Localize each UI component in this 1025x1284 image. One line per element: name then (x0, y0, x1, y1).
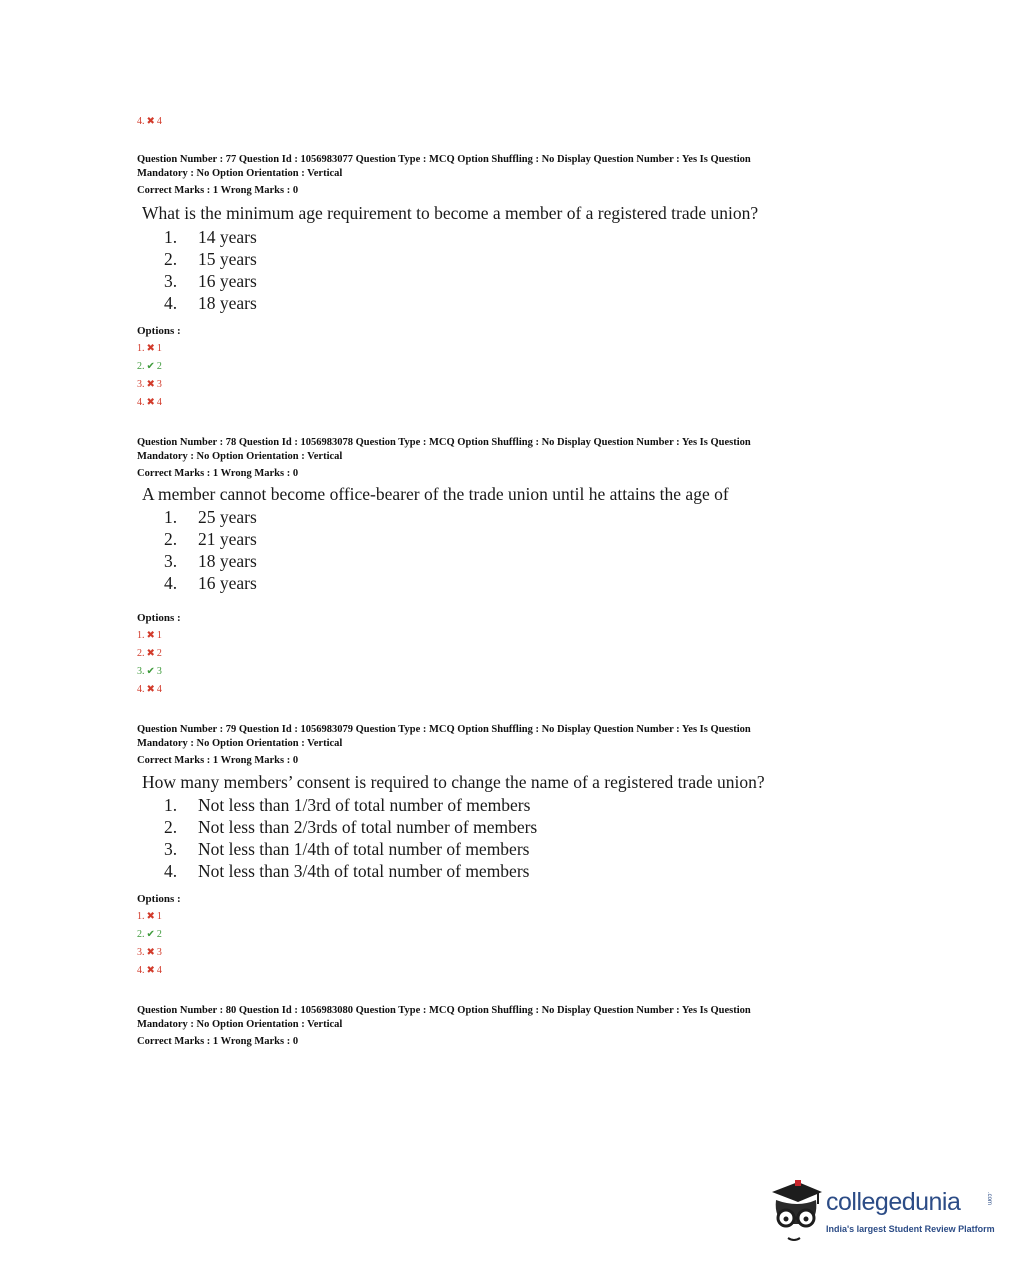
logo-domain: .com (986, 1192, 992, 1206)
wrong-mark-icon: ✖ (146, 911, 155, 922)
choice-item: 1. ✖ 1 (137, 630, 162, 641)
option-item: 4. 16 years (164, 573, 257, 593)
option-item: 1. 14 years (164, 227, 257, 247)
wrong-mark-icon: ✖ (146, 684, 155, 695)
mascot-icon (768, 1178, 824, 1248)
question-meta-79-line2: Mandatory : No Option Orientation : Vertical (137, 738, 343, 749)
option-item: 3. 18 years (164, 551, 257, 571)
question-meta-78: Question Number : 78 Question Id : 1056983078 Question Type : MCQ Option Shuffling : No Display Question Number : Yes Is Question (137, 437, 751, 448)
option-item: 1. Not less than 1/3rd of total number of members (164, 795, 531, 815)
choice-item: 3. ✖ 3 (137, 947, 162, 958)
question-marks-77: Correct Marks : 1 Wrong Marks : 0 (137, 185, 299, 196)
option-item: 3. Not less than 1/4th of total number of members (164, 839, 530, 859)
wrong-mark-icon: ✖ (146, 965, 155, 976)
choice-item: 3. ✖ 3 (137, 379, 162, 390)
collegedunia-logo (768, 1178, 998, 1248)
question-meta-80-line2: Mandatory : No Option Orientation : Vertical (137, 1019, 343, 1030)
wrong-mark-icon: ✖ (146, 343, 155, 354)
options-label: Options : (137, 325, 181, 337)
choice-item: 4. ✖ 4 (137, 116, 162, 127)
question-text-79: How many members’ consent is required to change the name of a registered trade union? (142, 772, 765, 792)
option-item: 4. 18 years (164, 293, 257, 313)
choice-item: 4. ✖ 4 (137, 397, 162, 408)
choice-item: 2. ✔ 2 (137, 929, 162, 940)
question-meta-77: Question Number : 77 Question Id : 1056983077 Question Type : MCQ Option Shuffling : No Display Question Number : Yes Is Question (137, 154, 751, 165)
wrong-mark-icon: ✖ (146, 947, 155, 958)
option-item: 3. 16 years (164, 271, 257, 291)
option-item: 2. 15 years (164, 249, 257, 269)
wrong-mark-icon: ✖ (146, 630, 155, 641)
question-meta-77-line2: Mandatory : No Option Orientation : Vertical (137, 168, 343, 179)
choice-item: 2. ✖ 2 (137, 648, 162, 659)
logo-tagline: India's largest Student Review Platform (826, 1224, 995, 1234)
choice-item: 1. ✖ 1 (137, 911, 162, 922)
question-meta-78-line2: Mandatory : No Option Orientation : Vertical (137, 451, 343, 462)
choice-item: 4. ✖ 4 (137, 684, 162, 695)
question-marks-78: Correct Marks : 1 Wrong Marks : 0 (137, 468, 299, 479)
question-text-77: What is the minimum age requirement to become a member of a registered trade union? (142, 203, 759, 223)
options-label: Options : (137, 612, 181, 624)
wrong-mark-icon: ✖ (146, 116, 155, 127)
question-meta-79: Question Number : 79 Question Id : 1056983079 Question Type : MCQ Option Shuffling : No Display Question Number : Yes Is Question (137, 724, 751, 735)
check-mark-icon: ✔ (146, 361, 155, 372)
wrong-mark-icon: ✖ (146, 397, 155, 408)
options-label: Options : (137, 893, 181, 905)
check-mark-icon: ✔ (146, 929, 155, 940)
check-mark-icon: ✔ (146, 666, 155, 677)
option-item: 4. Not less than 3/4th of total number of members (164, 861, 530, 881)
wrong-mark-icon: ✖ (146, 379, 155, 390)
question-text-78: A member cannot become office-bearer of the trade union until he attains the age of (142, 484, 729, 504)
option-item: 1. 25 years (164, 507, 257, 527)
question-marks-80: Correct Marks : 1 Wrong Marks : 0 (137, 1036, 299, 1047)
choice-item: 2. ✔ 2 (137, 361, 162, 372)
wrong-mark-icon: ✖ (146, 648, 155, 659)
option-item: 2. Not less than 2/3rds of total number of members (164, 817, 538, 837)
choice-item: 1. ✖ 1 (137, 343, 162, 354)
choice-item: 4. ✖ 4 (137, 965, 162, 976)
option-item: 2. 21 years (164, 529, 257, 549)
question-meta-80: Question Number : 80 Question Id : 1056983080 Question Type : MCQ Option Shuffling : No Display Question Number : Yes Is Question (137, 1005, 751, 1016)
question-marks-79: Correct Marks : 1 Wrong Marks : 0 (137, 755, 299, 766)
choice-item: 3. ✔ 3 (137, 666, 162, 677)
logo-wordmark: collegedunia (826, 1188, 961, 1216)
